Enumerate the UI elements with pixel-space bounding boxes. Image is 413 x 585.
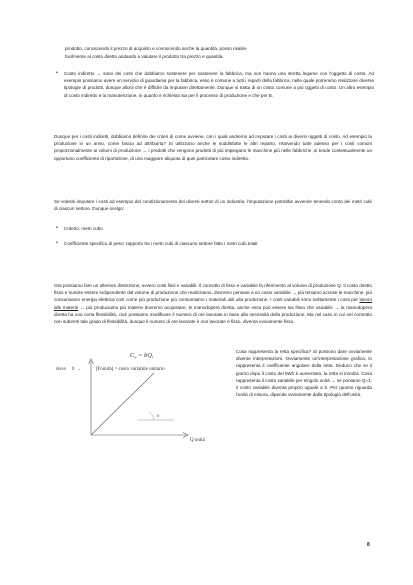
paragraph-coefficiente-angolare: Cosa rappresenta la retta specifica? Si possono dare ovviamente diverse interpretazioni. Ovviamente un'interpretazione grafica, lo rappresenta il coefficiente angolare della retta. Deduco che se il giorno dopo il costo del kWh è aumentato, la retta si innalza. Cosa rappresenta il costo variabile per singolo unità → se poniamo Q=1, il costo variabile diventa proprio uguale a b. Per quanto riguarda l'unità di misura, dipende ovviamente dalla tipologia dell'unità. [236, 349, 372, 398]
slope-angle-arc [149, 412, 154, 420]
paragraph-esempio: Se volessi imputare i costi ad esempio del condizionamento dei diversi settori di un industria, l'imputazione potrebbe avvenire tenendo conto dei metri cubi di ciascun settore. Dunque scelgo: [54, 199, 372, 212]
paragraph-ripartizione: Dunque per i costi indiretti, dobbiamo definire dei criteri di come avviene, con i quali andremo ad imputare i costi ai diversi oggetti di costo. Ad esempio la produzione in un anno, come fascia ad attribuirla? Si utilizzano anche le soddisfatte le altri reparto, risolvendo tutte adesso per i costi comuni proporzionalmente ai volumi di produzione → i prodotti che vengono prodotti di più impiegano le macchine più nelle fabbriche ,si tende contestualmente un opportuno coefficiente di ripartizione, di una maggiore aliquota di quei particolare costo indiretto. [54, 134, 372, 161]
paragraph-costi-variabili-b: → più produciamo più materie dovremo acquistare, le manodopera diretta, anche essa può essere sia fissa che variabile → la manodopera diretta ha una certa flessibilità, cioè possiamo modificare il numero di ore lavorate in base alla necessità della produzione. Ma nel caso in cui nel contratto non subentri tale grado di flessibilità, dunque il numero di ore lavorate è non lavorate è fisso, diventa ovviamente fisso. [54, 304, 372, 325]
bullet-criterio-text: Criterio: metri cubo [64, 226, 103, 231]
continuation-line-1: prodotto, conoscendo il prezzo di acquisto e conoscendo anche la quantità, posso risalire [65, 46, 247, 51]
bullet-coefficiente [56, 240, 374, 247]
page-number: 8 [367, 542, 370, 548]
formula [130, 352, 154, 360]
paragraph-costi-variabili [54, 282, 372, 325]
paragraph-costi-variabili-a: Ora possiamo fare un ulteriore distinzione, ovvero costi fissi e variabili. Il concetto di fisso e variabile fa riferimento al volume di produzione Q. Il costo diretto fisso e riuscite essere indipendente dal volume di produzione che realizziamo, dovremo pensare a un costo variabile → più teniamo accese le macchine, più consumiamo energia elettrica così come più produzione più consumiamo i materiali utili alla produzione. I costi variabili sono solitamente i costi per [54, 283, 372, 303]
graph-b-label: b → [72, 367, 81, 372]
bullet-costo-indiretto-text: Costo indiretto → sono dei costi che dobbiamo sostenere per sostenere la fabbrica, ma non hanno una stretta legame con l'oggetto di costo. Ad esempio possiamo avere un servizio di guardiania per la fabbrica, esso è comune a tutti i reparti della fabbrica, nella quale potremmo realizzare diverse tipologie di prodotti, dunque allora che è difficile da imputare direttamente. Dunque si tratta di un costo comune a più oggetti di costo. Un altro esempio di costo indiretto è la manutenzione, in quanto è richiesta sia per il processo di produzione A che per B. [64, 71, 374, 98]
bullet-coefficiente-text: Coefficiente specifico di peso: rapporto tra i metri cubi di ciascuno settore fatto i metri cubi totali [64, 241, 258, 246]
cost-line [91, 373, 154, 435]
graph-dove-label: dove [56, 367, 66, 372]
underlined-phrase: lavoro alle materie [54, 297, 372, 310]
bullet-dot: • [56, 240, 58, 246]
x-axis-label: Q unità [190, 438, 205, 443]
bullet-dot: • [56, 70, 58, 76]
bullet-costo-indiretto [56, 70, 374, 99]
bullet-dot: • [56, 225, 58, 231]
slope-angle-label: b [157, 413, 160, 418]
bullet-criterio [56, 225, 374, 232]
continuation-line-2: facilmente al costo diretto andando a valutare il prodotto tra prezzo e quantità. [65, 54, 224, 59]
formula-main: $C_v$ = bQ, [130, 352, 154, 360]
variable-cost-graph [54, 345, 232, 445]
graph-unit-label: [€/unità] = costo variabile unitario [96, 367, 165, 372]
